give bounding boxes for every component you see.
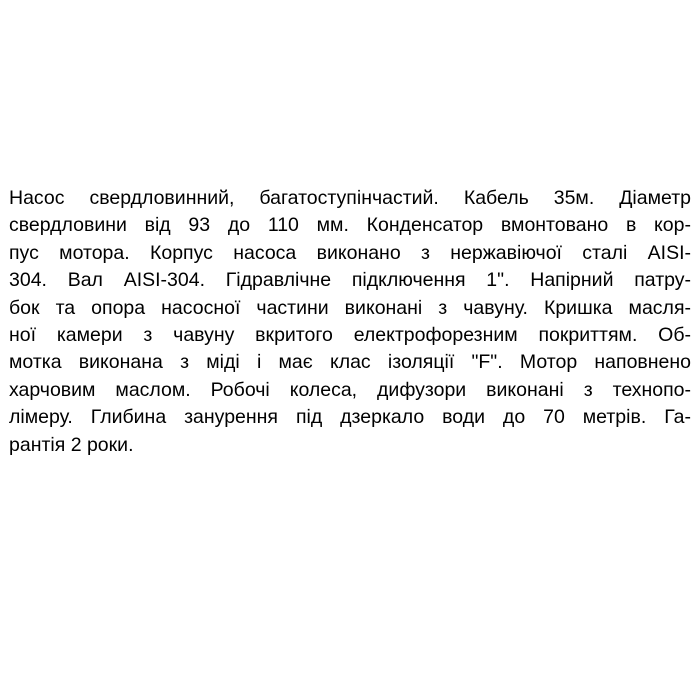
product-description: [9, 185, 691, 459]
text-line: 304. Вал AISI-304. Гідравлічне підключення 1". Напірний патру-: [9, 269, 691, 292]
text-line: свердловини від 93 до 110 мм. Конденсатор вмонтовано в кор-: [9, 214, 691, 237]
text-line: мотка виконана з міді і має клас ізоляції "F". Мотор наповнено: [9, 351, 691, 374]
text-line: бок та опора насосної частини виконані з чавуну. Кришка масля-: [9, 296, 691, 319]
text-line: рантія 2 роки.: [9, 433, 134, 456]
text-line: лімеру. Глибина занурення під дзеркало води до 70 метрів. Га-: [9, 406, 691, 429]
text-line: ної камери з чавуну вкритого електрофорезним покриттям. Об-: [9, 324, 691, 347]
text-line: пус мотора. Корпус насоса виконано з нержавіючої сталі AISI-: [9, 241, 691, 264]
text-line: Насос свердловинний, багатоступінчастий. Кабель 35м. Діаметр: [9, 187, 691, 209]
text-line: харчовим маслом. Робочі колеса, дифузори виконані з технопо-: [9, 378, 691, 401]
